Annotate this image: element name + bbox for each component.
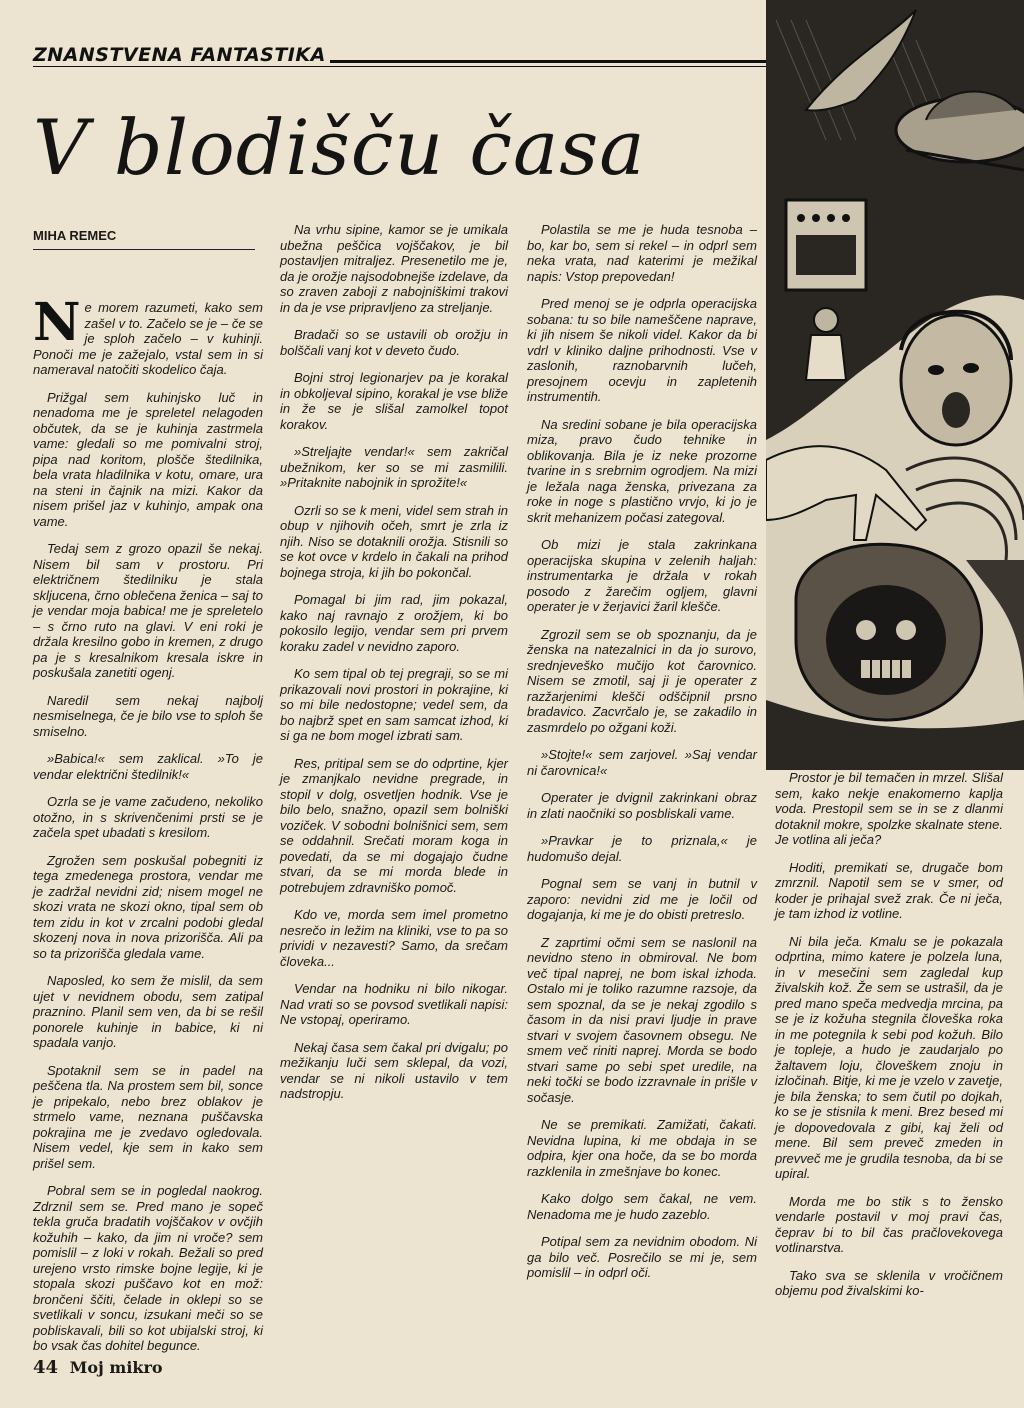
paragraph: Hoditi, premikati se, drugače bom zmrznil. Napotil sem se v smer, od koder je prihajal svež zrak. Če ni ječa, je tam izhod iz votline. <box>775 859 1003 921</box>
page-footer <box>33 1357 163 1378</box>
paragraph: Na vrhu sipine, kamor se je umikala ubežna peščica vojščakov, je bil postavljen mitraljez. Presenetilo me je, da je orožje najsodobnejše izdelave, da so zraven zaboji z nabojniškimi trakovi in da je vse pripravljeno za streljanje. <box>280 222 508 315</box>
section-rule-thin <box>33 66 768 67</box>
paragraph: Ozrla se je vame začudeno, nekoliko otožno, in s skrivenčenimi prsti se je začela spet ubadati s kresilom. <box>33 794 263 840</box>
paragraph: Zgrožen sem poskušal pobegniti iz tega zmedenega prostora, vendar me je zadržal nevidni zid; nisem mogel ne skozi vrata ne skozi okno, tipal sem ob tem zidu in kot v zrcalni podobi gledal skozenj nova in nova prizorišča. Ali pa so ta prizorišča gledala vame. <box>33 852 263 961</box>
paragraph: Pobral sem se in pogledal naokrog. Zdrznil sem se. Pred mano je sopeč tekla gruča bradatih vojščakov v ovčjih kožuhih – kako, da jim ni vroče? sem pomislil – z loki v rokah. Bežali so pred urejeno vrsto rimske bojne legije, ki je stopala skozi puščavo kot en mož: brončeni ščiti, čelade in oklepi so se svetlikali v soncu, izsukani meči so se pobliskavali, bili so kot ubijalski stroj, ki bo vsak čas dohitel begunce. <box>33 1183 263 1353</box>
paragraph: Prostor je bil temačen in mrzel. Slišal sem, kako nekje enakomerno kaplja voda. Prestopil sem se in se z dlanmi dotaknil mokre, spolzke skalnate stene. Je votlina ali ječa? <box>775 770 1003 847</box>
paragraph: Nekaj časa sem čakal pri dvigalu; po mežikanju luči sem sklepal, da vozi, vendar se ni nikoli ustavilo v tem nadstropju. <box>280 1039 508 1101</box>
article-title: V blodišču časa <box>33 103 646 192</box>
paragraph: Polastila se me je huda tesnoba – bo, kar bo, sem si rekel – in odprl sem neka vrata, nad katerimi je mežikal napis: Vstop prepovedan! <box>527 222 757 284</box>
paragraph: Kako dolgo sem čakal, ne vem. Nenadoma me je hudo zazeblo. <box>527 1191 757 1222</box>
section-header <box>33 42 768 72</box>
magazine-name: Moj mikro <box>69 1358 163 1377</box>
paragraph: Ni bila ječa. Kmalu se je pokazala odprtina, mimo katere je polzela luna, in v mesečini sem zagledal kup živalskih kož. Že sem se ustrašil, da je pred mano speča medvedja mrcina, pa se je iz kožuha stegnila človeška roka in me potegnila k sebi pod kožuh. Bilo je topleje, a hudo je zaudarjalo po žaltavem loju, človeškem znoju in izločinah. Bitje, ki me je vzelo v zavetje, je bila ženska; to sem čutil po dojkah, ko se je stisnila k meni. Brez besed mi je dopovedovala z gibi, kaj želi od mene. Bil sem preveč zmeden in prevveč me je grudila tesnoba, da bi se upiral. <box>775 933 1003 1181</box>
section-label: ZNANSTVENA FANTASTIKA <box>33 44 330 66</box>
text-column-1 <box>33 292 263 1408</box>
paragraph: Pognal sem se vanj in butnil v zaporo: nevidni zid me je ločil od dogajanja, ki me je do obisti pretreslo. <box>527 876 757 922</box>
paragraph: Spotaknil sem se in padel na peščena tla. Na prostem sem bil, sonce je pripekalo, nebo brez oblakov je strmelo vame, neznana puščavska pokrajina me je zvedavo ogledovala. Nisem vedel, kje sem in kako sem prišel sem. <box>33 1062 263 1171</box>
paragraph: Operater je dvignil zakrinkani obraz in zlati naočniki so posbliskali vame. <box>527 790 757 821</box>
paragraph: Naposled, ko sem že mislil, da sem ujet v nevidnem obodu, sem zatipal praznino. Planil sem ven, da bi se rešil ponorele kuhinje in babice, ki ni spadala vanjo. <box>33 973 263 1050</box>
paragraph: »Pravkar je to priznala,« je hudomušo dejal. <box>527 833 757 864</box>
text-column-4 <box>775 770 1003 1408</box>
paragraph: »Streljajte vendar!« sem zakričal ubežnikom, ker so se mi zasmilili. »Pritaknite nabojnik in sprožite!« <box>280 444 508 490</box>
paragraph: Z zaprtimi očmi sem se naslonil na nevidno steno in obmiroval. Ne bom več tipal naprej, ne bom iskal izhoda. Ostalo mi je toliko razumne razsoje, da sem spoznal, da se je nekaj zgodilo s časom in da nisi pravi ljudje in prave stvari v svojem časovnem obsegu. Ne smem več riniti naprej. Morda se bodo stvari same po sebi spet uredile, na neki točki se bodo izzravnale in prišle v sočasje. <box>527 934 757 1105</box>
paragraph: Ne se premikati. Zamižati, čakati. Nevidna lupina, ki me obdaja in se odpira, kjer ona hoče, da se bo morda razklenila in zmešnjave bo konec. <box>527 1117 757 1179</box>
text-column-3 <box>527 222 757 1408</box>
paragraph: Pred menoj se je odprla operacijska sobana: tu so bile nameščene naprave, ki jih nisem še nikoli videl. Kakor da bi vdrl v kliniko daljne prihodnosti. Vse v zaslonih, raznobarvnih lučeh, presojnem ocevju in zapletenih instrumentih. <box>527 296 757 404</box>
text-column-2 <box>280 222 508 1408</box>
paragraph: Ozrli so se k meni, videl sem strah in obup v njihovih očeh, smrt je zrla iz njih. Niso se dotaknili orožja. Stisnili so se kot ovce v krdelo in čakali na prihod bojnega stroja, ki jih bo pokončal. <box>280 502 508 580</box>
paragraph: Ko sem tipal ob tej pregraji, so se mi prikazovali novi prostori in pokrajine, ki so mi bile nedostopne; vedel sem, da bo najbrž spet en sam samcat izhod, ki si ga ne bom mogel izbrati sam. <box>280 666 508 743</box>
scifi-collage-illustration <box>766 0 1024 770</box>
paragraph: »Babica!« sem zaklical. »To je vendar električni štedilnik!« <box>33 751 263 782</box>
paragraph: Bradači so se ustavili ob orožju in bolščali vanj kot v deveto čudo. <box>280 327 508 358</box>
paragraph: Tedaj sem z grozo opazil še nekaj. Nisem bil sam v prostoru. Pri električnem štedilniku je stala skljucena, črno oblečena ženica – saj to je vendar moja babica! me je spreletelo – s črno ruto na glavi. V eni roki je držala kresilno gobo in kremen, z drugo pa je s kresalnikom kresala iskre in poskušala zanetiti ogenj. <box>33 541 263 680</box>
paragraph: Morda me bo stik s to žensko vendarle postavil v moj pravi čas, čeprav bi to bil čas pračlovekovega votlinarstva. <box>775 1193 1003 1255</box>
paragraph: Potipal sem za nevidnim obodom. Ni ga bilo več. Posrečilo se mi je, sem pomislil – in odprl oči. <box>527 1234 757 1280</box>
paragraph: Tako sva se sklenila v vročičnem objemu pod živalskimi ko- <box>775 1267 1003 1298</box>
drop-cap: N <box>33 292 81 353</box>
paragraph: Vendar na hodniku ni bilo nikogar. Nad vrati so se povsod svetlikali napisi: Ne vstopaj, operiramo. <box>280 981 508 1027</box>
paragraph: Bojni stroj legionarjev pa je korakal in obkoljeval sipino, korakal je vse bliže in že se je slišal zamolkel topot korakov. <box>280 370 508 432</box>
page-number: 44 <box>33 1357 59 1378</box>
paragraph: Zgrozil sem se ob spoznanju, da je ženska na natezalnici in da jo surovo, srednjeveško mučijo kot čarovnico. Nisem se zmotil, saj ji je operater z razžarjenimi klešči odščipnil prsno bradavico. Zacvrčalo je, se zakadilo in zasmrdelo po ožgani koži. <box>527 626 757 735</box>
paragraph: Na sredini sobane je bila operacijska miza, pravo čudo tehnike in oblikovanja. Bila je iz neke prozorne tvarine in s srebrnim ogrodjem. Na mizi je ležala naga ženska, privezana za roke in noge s plastično vrvjo, ki jo je skrit mehanizem počasi zategoval. <box>527 416 757 525</box>
paragraph: Ob mizi je stala zakrinkana operacijska skupina v zelenih haljah: instrumentarka je držala v rokah posodo z žarečim ogljem, glavni operater je v žerjavici žaril klešče. <box>527 537 757 614</box>
paragraph: Res, pritipal sem se do odprtine, kjer je zmanjkalo nevidne pregrade, in stopil v dolg, osvetljen hodnik. Vse je bilo belo, snažno, opazil sem bolniški voziček. V sobodni bolnišnici sem, sem se oddahnil. Srečati moram koga in povedati, da se mi dogajajo čudne stvari, da se mi morda blede in potrebujem zdravniško pomoč. <box>280 755 508 895</box>
paragraph: Naredil sem nekaj najbolj nesmiselnega, če je bilo vse to sploh še smiselno. <box>33 692 263 739</box>
paragraph: »Stojte!« sem zarjovel. »Saj vendar ni čarovnica!« <box>527 747 757 778</box>
paragraph: Pomagal bi jim rad, jim pokazal, kako naj ravnajo z orožjem, ki bo pokosilo legijo, vendar sem pri prvem koraku zadel v nevidno zaporo. <box>280 592 508 654</box>
paragraph: Prižgal sem kuhinjsko luč in nenadoma me je spreletel nelagoden občutek, da se je kuhinja zastrmela vame: gledali so me pomivalni stroj, pipa nad koritom, plošče štedilnika, bela vrata hladilnika v kotu, omare, ura na steni in čajnik na mizi. Kakor da nisem prišel jaz v kuhinjo, ampak ona vame. <box>33 389 263 529</box>
article-author: MIHA REMEC <box>33 228 255 250</box>
paragraph: Kdo ve, morda sem imel prometno nesrečo in ležim na kliniki, vse to pa so prividi v nezavesti? Samo, da srečam človeka... <box>280 907 508 969</box>
paragraph: Ne morem razumeti, kako sem zašel v to. Začelo se je – če se je sploh začelo – v kuhinji. Ponoči me je zažejalo, vstal sem in si nameraval natočiti skodelico čaja. <box>33 292 263 377</box>
